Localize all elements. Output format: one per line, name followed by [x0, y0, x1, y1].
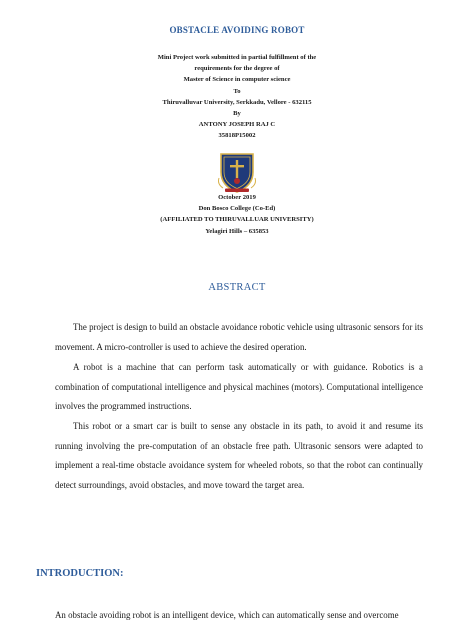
by-line: By: [233, 110, 241, 118]
college-seal-icon: [215, 150, 259, 194]
university-line: Thiruvalluvar University, Serkkadu, Vellore - 632115: [162, 98, 312, 106]
introduction-heading: INTRODUCTION:: [36, 568, 124, 579]
abstract-paragraph: The project is design to build an obstacle avoidance robotic vehicle using ultrasonic sensors for its movement. A micro-controller is used to achieve the desired operation.: [55, 322, 423, 352]
document-title: OBSTACLE AVOIDING ROBOT: [169, 25, 305, 35]
submission-date: October 2019: [218, 194, 256, 201]
author-name: ANTONY JOSEPH RAJ C: [198, 121, 276, 129]
affiliation-line: (AFFILIATED TO THIRUVALLUAR UNIVERSITY): [160, 216, 314, 224]
submission-line: Mini Project work submitted in partial fulfillment of the: [157, 54, 317, 61]
institution-details: [0, 192, 474, 237]
college-name: Don Bosco College (Co-Ed): [198, 205, 276, 213]
abstract-paragraph: This robot or a smart car is built to sense any obstacle in its path, to avoid it and resume its running involving the pre-computation of an obstacle free path. Ultrasonic sensors were adapted to implement a real-time obstacle avoidance system for wheeled robots, so that the robot can continually detect surroundings, avoid obstacles, and move toward the target area.: [55, 421, 423, 490]
degree-name: Master of Science in computer science: [183, 76, 291, 84]
register-number: 35818P15002: [218, 132, 256, 140]
to-line: To: [233, 87, 241, 95]
submission-details: [0, 52, 474, 142]
abstract-heading: ABSTRACT: [208, 282, 266, 293]
introduction-paragraph: An obstacle avoiding robot is an intelligent device, which can automatically sense and overcome: [55, 610, 399, 620]
degree-requirements-line: requirements for the degree of: [194, 65, 280, 73]
college-address: Yelagiri Hills – 635853: [205, 227, 269, 235]
abstract-paragraph: A robot is a machine that can perform task automatically or with guidance. Robotics is a combination of computational intelligence and physical machines (motors). Computational intelligence involves the programmed instructions.: [55, 362, 423, 411]
